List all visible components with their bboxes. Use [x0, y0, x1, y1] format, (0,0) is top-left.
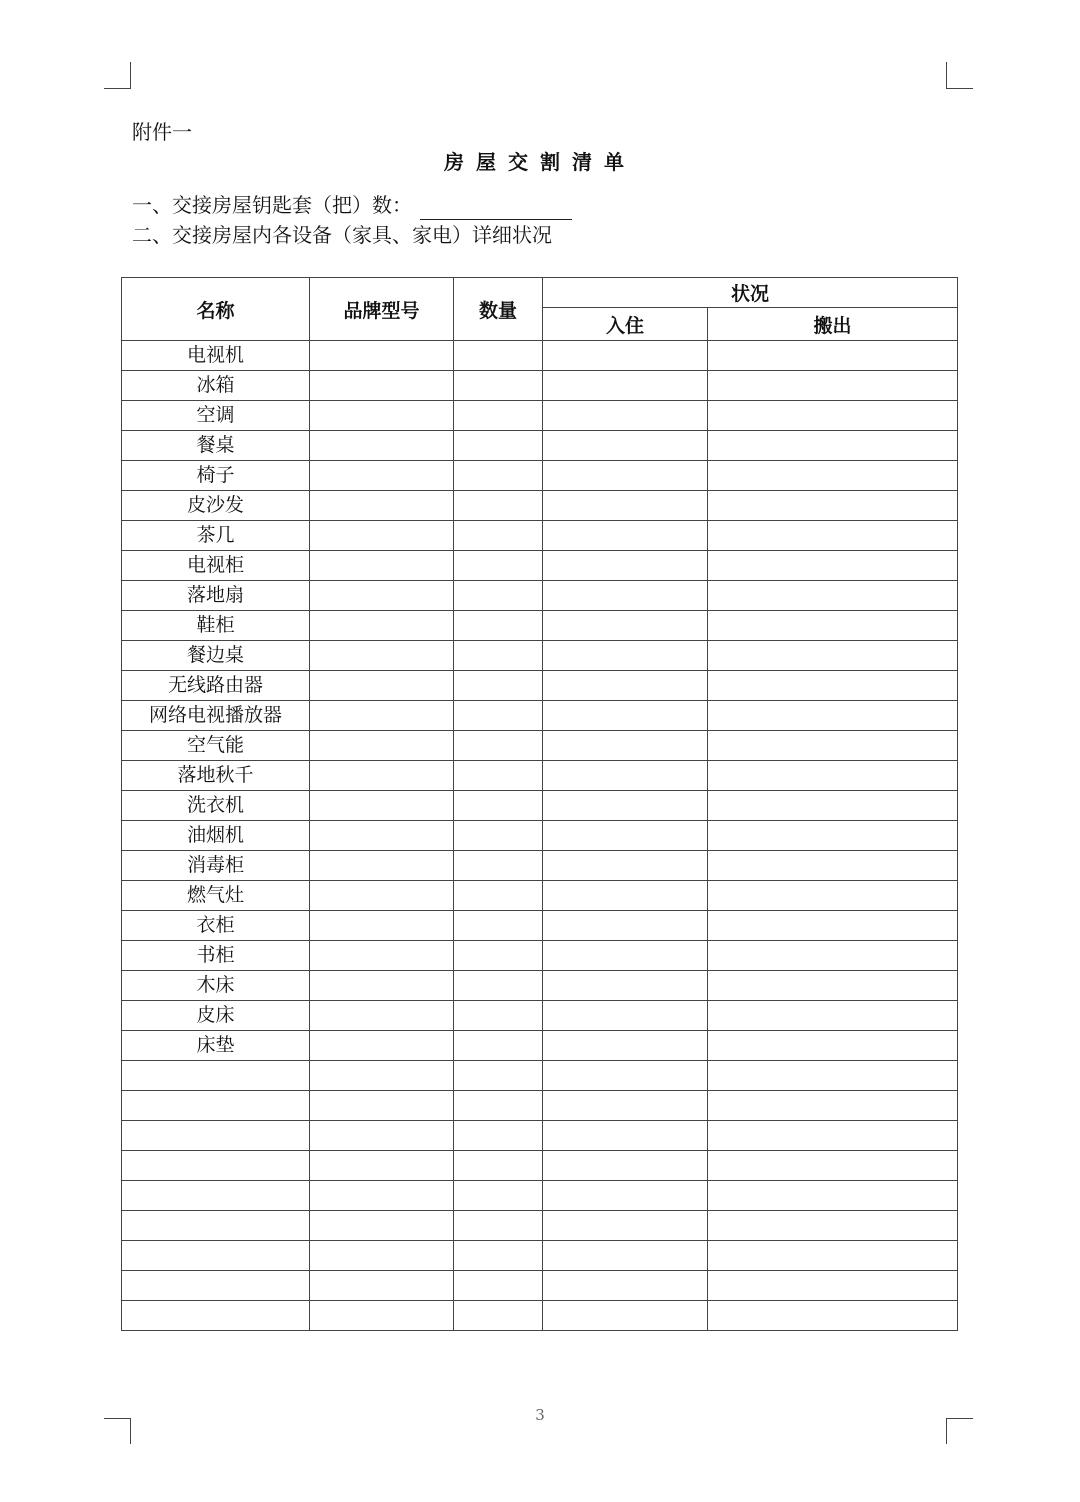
item-name-cell: 洗衣机: [122, 791, 310, 821]
table-row: [122, 461, 958, 491]
table-row: [122, 941, 958, 971]
move-out-cell[interactable]: [708, 1121, 958, 1151]
brand-model-cell[interactable]: [310, 581, 454, 611]
move-in-cell[interactable]: [543, 1271, 708, 1301]
brand-model-cell[interactable]: [310, 851, 454, 881]
quantity-cell[interactable]: [454, 431, 543, 461]
quantity-cell[interactable]: [454, 761, 543, 791]
item-name-cell: 燃气灶: [122, 881, 310, 911]
quantity-cell[interactable]: [454, 371, 543, 401]
item-name-cell: 空调: [122, 401, 310, 431]
quantity-cell[interactable]: [454, 1121, 543, 1151]
move-out-cell[interactable]: [708, 1061, 958, 1091]
quantity-cell[interactable]: [454, 461, 543, 491]
brand-model-cell[interactable]: [310, 731, 454, 761]
keys-count-label: 一、交接房屋钥匙套（把）数：: [132, 193, 412, 217]
item-name-cell: 餐桌: [122, 431, 310, 461]
brand-model-cell[interactable]: [310, 551, 454, 581]
header-move-in: 入住: [543, 308, 708, 341]
move-in-cell[interactable]: [543, 821, 708, 851]
move-in-cell[interactable]: [543, 431, 708, 461]
move-in-cell[interactable]: [543, 611, 708, 641]
table-row: [122, 701, 958, 731]
move-out-cell[interactable]: [708, 461, 958, 491]
item-name-cell: [122, 1091, 310, 1121]
move-out-cell[interactable]: [708, 731, 958, 761]
table-row: [122, 911, 958, 941]
brand-model-cell[interactable]: [310, 1061, 454, 1091]
quantity-cell[interactable]: [454, 1001, 543, 1031]
table-row: [122, 611, 958, 641]
crop-mark-top-right-h: [946, 88, 973, 89]
quantity-cell[interactable]: [454, 701, 543, 731]
move-in-cell[interactable]: [543, 641, 708, 671]
move-out-cell[interactable]: [708, 1031, 958, 1061]
table-row: [122, 731, 958, 761]
document-title: 房屋交割清单: [444, 150, 636, 174]
move-in-cell[interactable]: [543, 1061, 708, 1091]
table-row: [122, 761, 958, 791]
item-name-cell: [122, 1211, 310, 1241]
item-name-cell: [122, 1151, 310, 1181]
move-out-cell[interactable]: [708, 881, 958, 911]
table-row: [122, 1181, 958, 1211]
move-out-cell[interactable]: [708, 851, 958, 881]
brand-model-cell[interactable]: [310, 341, 454, 371]
brand-model-cell[interactable]: [310, 791, 454, 821]
move-out-cell[interactable]: [708, 431, 958, 461]
header-move-out: 搬出: [708, 308, 958, 341]
brand-model-cell[interactable]: [310, 1181, 454, 1211]
quantity-cell[interactable]: [454, 881, 543, 911]
brand-model-cell[interactable]: [310, 881, 454, 911]
table-row: [122, 521, 958, 551]
table-row: [122, 551, 958, 581]
table-row: [122, 1001, 958, 1031]
table-row: [122, 1271, 958, 1301]
item-name-cell: 冰箱: [122, 371, 310, 401]
brand-model-cell[interactable]: [310, 821, 454, 851]
move-in-cell[interactable]: [543, 761, 708, 791]
item-name-cell: 床垫: [122, 1031, 310, 1061]
item-name-cell: 鞋柜: [122, 611, 310, 641]
move-in-cell[interactable]: [543, 1211, 708, 1241]
table-row: [122, 491, 958, 521]
quantity-cell[interactable]: [454, 1211, 543, 1241]
item-name-cell: 电视柜: [122, 551, 310, 581]
move-out-cell[interactable]: [708, 671, 958, 701]
table-row: [122, 431, 958, 461]
table-row: [122, 581, 958, 611]
item-name-cell: 皮床: [122, 1001, 310, 1031]
item-name-cell: [122, 1301, 310, 1331]
move-out-cell[interactable]: [708, 1241, 958, 1271]
quantity-cell[interactable]: [454, 1271, 543, 1301]
keys-count-line: [132, 190, 572, 220]
item-name-cell: 餐边桌: [122, 641, 310, 671]
quantity-cell[interactable]: [454, 551, 543, 581]
quantity-cell[interactable]: [454, 401, 543, 431]
move-in-cell[interactable]: [543, 791, 708, 821]
table-row: [122, 1031, 958, 1061]
move-out-cell[interactable]: [708, 1211, 958, 1241]
brand-model-cell[interactable]: [310, 1001, 454, 1031]
crop-mark-top-left-h: [104, 88, 131, 89]
move-out-cell[interactable]: [708, 611, 958, 641]
item-name-cell: 消毒柜: [122, 851, 310, 881]
brand-model-cell[interactable]: [310, 1241, 454, 1271]
table-row: [122, 1091, 958, 1121]
item-name-cell: [122, 1121, 310, 1151]
item-name-cell: 落地秋千: [122, 761, 310, 791]
move-out-cell[interactable]: [708, 1001, 958, 1031]
move-in-cell[interactable]: [543, 911, 708, 941]
quantity-cell[interactable]: [454, 851, 543, 881]
brand-model-cell[interactable]: [310, 1271, 454, 1301]
move-in-cell[interactable]: [543, 1121, 708, 1151]
brand-model-cell[interactable]: [310, 641, 454, 671]
item-name-cell: [122, 1181, 310, 1211]
header-quantity: 数量: [454, 278, 543, 341]
table-row: [122, 401, 958, 431]
quantity-cell[interactable]: [454, 341, 543, 371]
quantity-cell[interactable]: [454, 941, 543, 971]
move-in-cell[interactable]: [543, 971, 708, 1001]
brand-model-cell[interactable]: [310, 671, 454, 701]
quantity-cell[interactable]: [454, 521, 543, 551]
item-name-cell: 书柜: [122, 941, 310, 971]
brand-model-cell[interactable]: [310, 1091, 454, 1121]
move-out-cell[interactable]: [708, 1271, 958, 1301]
move-in-cell[interactable]: [543, 401, 708, 431]
brand-model-cell[interactable]: [310, 611, 454, 641]
brand-model-cell[interactable]: [310, 371, 454, 401]
move-out-cell[interactable]: [708, 1301, 958, 1331]
move-out-cell[interactable]: [708, 911, 958, 941]
move-out-cell[interactable]: [708, 941, 958, 971]
move-out-cell[interactable]: [708, 491, 958, 521]
move-out-cell[interactable]: [708, 761, 958, 791]
brand-model-cell[interactable]: [310, 761, 454, 791]
move-out-cell[interactable]: [708, 1091, 958, 1121]
move-out-cell[interactable]: [708, 371, 958, 401]
table-row: [122, 791, 958, 821]
move-in-cell[interactable]: [543, 551, 708, 581]
move-in-cell[interactable]: [543, 341, 708, 371]
item-name-cell: 衣柜: [122, 911, 310, 941]
quantity-cell[interactable]: [454, 1301, 543, 1331]
item-name-cell: 落地扇: [122, 581, 310, 611]
move-in-cell[interactable]: [543, 1091, 708, 1121]
move-out-cell[interactable]: [708, 341, 958, 371]
keys-count-blank[interactable]: [420, 197, 572, 220]
brand-model-cell[interactable]: [310, 1151, 454, 1181]
brand-model-cell[interactable]: [310, 401, 454, 431]
quantity-cell[interactable]: [454, 581, 543, 611]
brand-model-cell[interactable]: [310, 911, 454, 941]
table-row: [122, 641, 958, 671]
quantity-cell[interactable]: [454, 911, 543, 941]
move-out-cell[interactable]: [708, 581, 958, 611]
move-in-cell[interactable]: [543, 941, 708, 971]
quantity-cell[interactable]: [454, 1151, 543, 1181]
quantity-cell[interactable]: [454, 611, 543, 641]
table-row: [122, 851, 958, 881]
move-in-cell[interactable]: [543, 521, 708, 551]
quantity-cell[interactable]: [454, 671, 543, 701]
move-out-cell[interactable]: [708, 971, 958, 1001]
attachment-label: 附件一: [132, 120, 192, 144]
page-number: 3: [535, 1406, 545, 1424]
item-name-cell: 无线路由器: [122, 671, 310, 701]
move-in-cell[interactable]: [543, 1151, 708, 1181]
brand-model-cell[interactable]: [310, 1121, 454, 1151]
move-in-cell[interactable]: [543, 581, 708, 611]
quantity-cell[interactable]: [454, 1061, 543, 1091]
quantity-cell[interactable]: [454, 491, 543, 521]
table-row: [122, 371, 958, 401]
quantity-cell[interactable]: [454, 971, 543, 1001]
move-out-cell[interactable]: [708, 1181, 958, 1211]
header-brand-model: 品牌型号: [310, 278, 454, 341]
brand-model-cell[interactable]: [310, 491, 454, 521]
quantity-cell[interactable]: [454, 1181, 543, 1211]
brand-model-cell[interactable]: [310, 1301, 454, 1331]
move-in-cell[interactable]: [543, 851, 708, 881]
item-name-cell: 空气能: [122, 731, 310, 761]
move-in-cell[interactable]: [543, 1241, 708, 1271]
table-row: [122, 1151, 958, 1181]
move-in-cell[interactable]: [543, 1181, 708, 1211]
brand-model-cell[interactable]: [310, 1031, 454, 1061]
move-out-cell[interactable]: [708, 701, 958, 731]
quantity-cell[interactable]: [454, 731, 543, 761]
move-in-cell[interactable]: [543, 881, 708, 911]
header-name: 名称: [122, 278, 310, 341]
table-row: [122, 971, 958, 1001]
item-name-cell: [122, 1271, 310, 1301]
item-name-cell: [122, 1241, 310, 1271]
brand-model-cell[interactable]: [310, 941, 454, 971]
move-out-cell[interactable]: [708, 551, 958, 581]
quantity-cell[interactable]: [454, 641, 543, 671]
move-in-cell[interactable]: [543, 1031, 708, 1061]
table-row: [122, 881, 958, 911]
move-out-cell[interactable]: [708, 521, 958, 551]
table-row: [122, 341, 958, 371]
move-in-cell[interactable]: [543, 491, 708, 521]
brand-model-cell[interactable]: [310, 971, 454, 1001]
quantity-cell[interactable]: [454, 791, 543, 821]
move-out-cell[interactable]: [708, 401, 958, 431]
table-row: [122, 1241, 958, 1271]
item-name-cell: 椅子: [122, 461, 310, 491]
brand-model-cell[interactable]: [310, 521, 454, 551]
table-row: [122, 1121, 958, 1151]
move-out-cell[interactable]: [708, 791, 958, 821]
move-in-cell[interactable]: [543, 701, 708, 731]
equipment-status-heading: 二、交接房屋内各设备（家具、家电）详细状况: [132, 223, 552, 247]
item-name-cell: 木床: [122, 971, 310, 1001]
item-name-cell: [122, 1061, 310, 1091]
move-in-cell[interactable]: [543, 1301, 708, 1331]
item-name-cell: 电视机: [122, 341, 310, 371]
move-in-cell[interactable]: [543, 731, 708, 761]
move-out-cell[interactable]: [708, 1151, 958, 1181]
quantity-cell[interactable]: [454, 821, 543, 851]
quantity-cell[interactable]: [454, 1031, 543, 1061]
crop-mark-top-left-v: [130, 62, 131, 88]
move-in-cell[interactable]: [543, 371, 708, 401]
move-in-cell[interactable]: [543, 671, 708, 701]
move-out-cell[interactable]: [708, 821, 958, 851]
move-in-cell[interactable]: [543, 1001, 708, 1031]
table-row: [122, 671, 958, 701]
brand-model-cell[interactable]: [310, 431, 454, 461]
item-name-cell: 茶几: [122, 521, 310, 551]
table-body: [122, 341, 958, 1331]
brand-model-cell[interactable]: [310, 1211, 454, 1241]
item-name-cell: 网络电视播放器: [122, 701, 310, 731]
quantity-cell[interactable]: [454, 1091, 543, 1121]
quantity-cell[interactable]: [454, 1241, 543, 1271]
move-in-cell[interactable]: [543, 461, 708, 491]
crop-mark-top-right-v: [946, 62, 947, 88]
move-out-cell[interactable]: [708, 641, 958, 671]
table-row: [122, 1061, 958, 1091]
table-row: [122, 1301, 958, 1331]
item-name-cell: 皮沙发: [122, 491, 310, 521]
table-row: [122, 1211, 958, 1241]
brand-model-cell[interactable]: [310, 701, 454, 731]
handover-table: [121, 277, 958, 1331]
item-name-cell: 油烟机: [122, 821, 310, 851]
brand-model-cell[interactable]: [310, 461, 454, 491]
header-status: 状况: [543, 278, 958, 308]
table-row: [122, 821, 958, 851]
